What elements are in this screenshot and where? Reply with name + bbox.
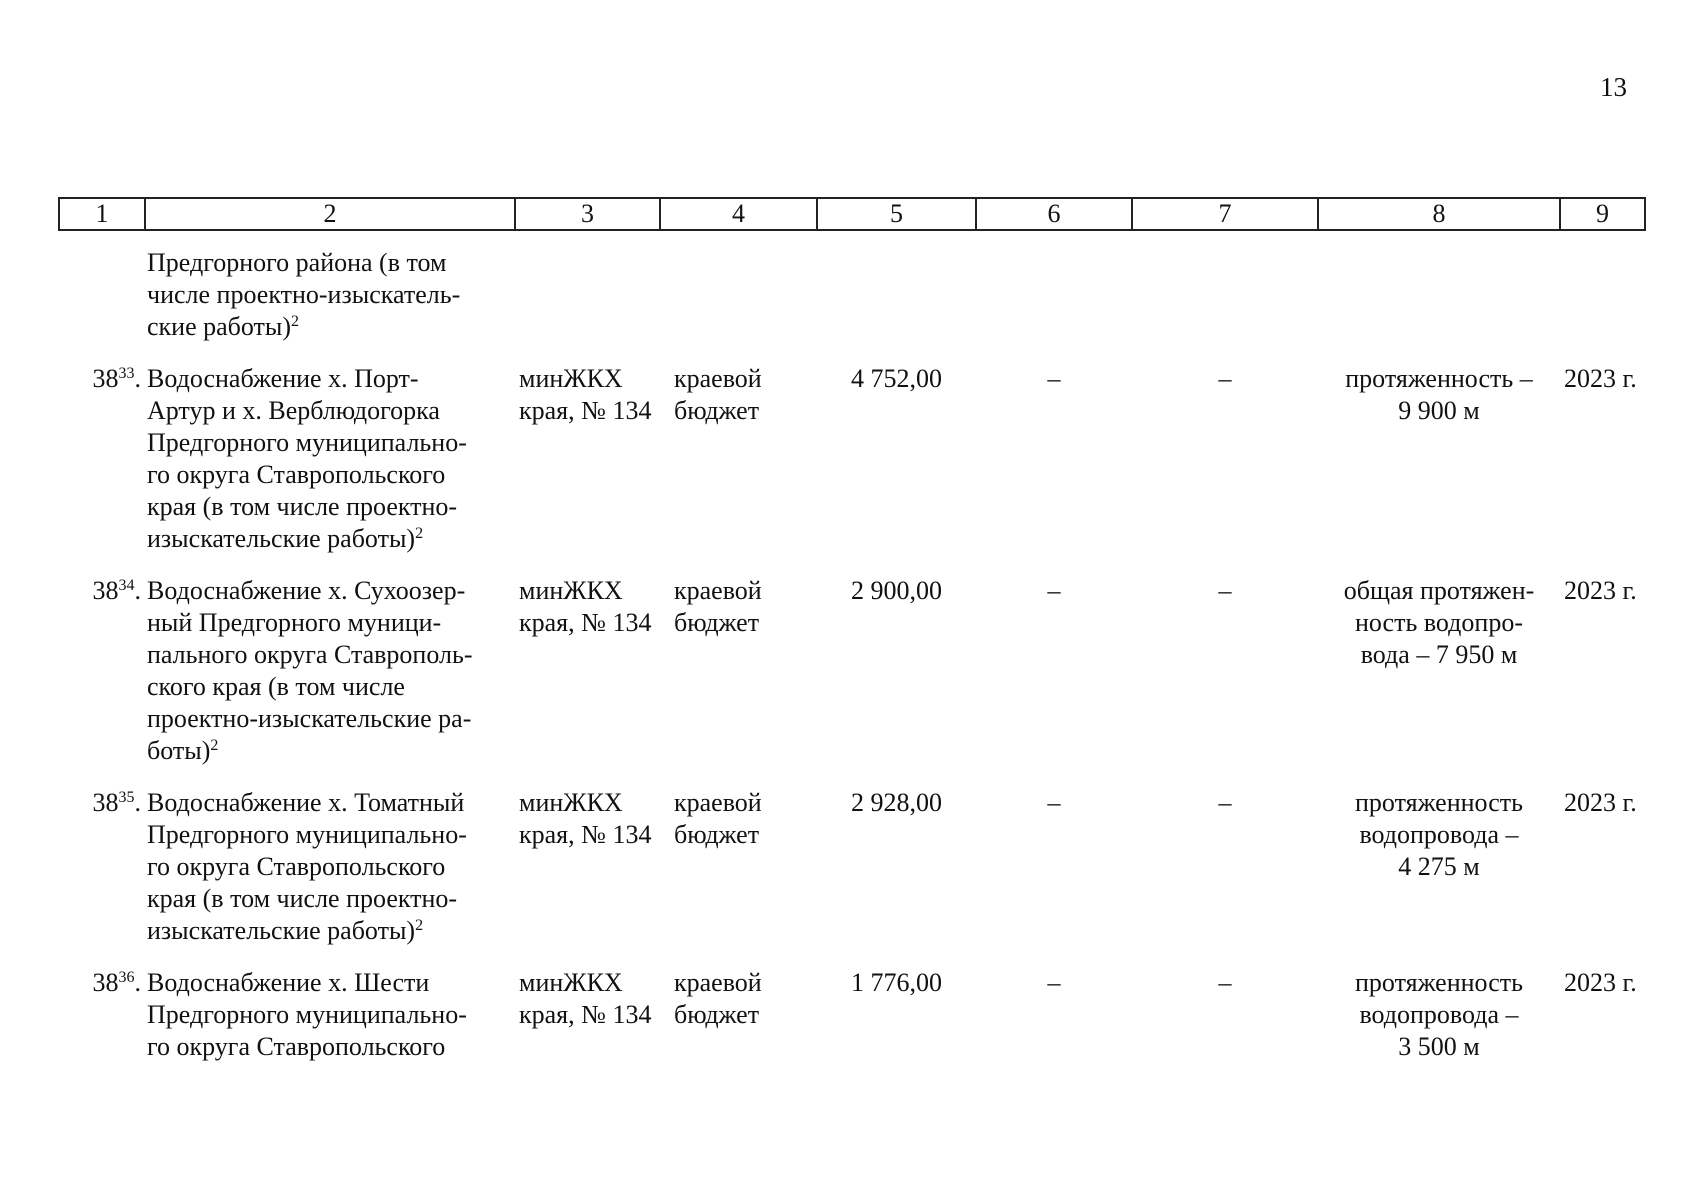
continuation-name-line: Предгорного района (в том (147, 248, 447, 277)
row-year: 2023 г. (1564, 576, 1637, 605)
row-col7: – (1218, 788, 1232, 817)
row-amount: 1 776,00 (851, 968, 942, 997)
footnote-marker: 2 (210, 737, 219, 754)
column-number-8: 8 (1318, 198, 1560, 230)
footnote-marker: 2 (415, 917, 424, 934)
column-number-5: 5 (817, 198, 976, 230)
column-number-6: 6 (976, 198, 1132, 230)
row-funding-source: краевой бюджет (674, 576, 762, 637)
row-col7: – (1218, 364, 1232, 393)
row-executor: минЖКХ края, № 134 (519, 576, 652, 637)
row-col6: – (1047, 788, 1061, 817)
row-number: $38^{34}$. (92, 576, 141, 605)
row-number: $38^{35}$. (92, 788, 141, 817)
row-number: $38^{33}$. (92, 364, 141, 393)
row-result: общая протяжен- ность водопро- вода – 7 950 м (1343, 576, 1535, 669)
row-year: 2023 г. (1564, 968, 1637, 997)
table-row (59, 967, 1645, 1063)
row-executor: минЖКХ края, № 134 (519, 788, 652, 849)
row-col6: – (1047, 364, 1061, 393)
row-amount: 2 928,00 (851, 788, 942, 817)
row-name: Водоснабжение х. Сухоозер- ный Предгорного муници- пального округа Ставрополь- ского края (в том числе проектно-изыскательские ра- боты)$^2$ (147, 576, 473, 765)
continuation-name-line: ские работы)$^2$ (147, 312, 300, 341)
row-year: 2023 г. (1564, 788, 1637, 817)
row-funding-source: краевой бюджет (674, 968, 762, 1029)
continuation-name-line: числе проектно-изыскатель- (147, 280, 461, 309)
column-number-2: 2 (145, 198, 515, 230)
table-row (59, 575, 1645, 767)
column-number-3: 3 (515, 198, 660, 230)
row-name: Водоснабжение х. Томатный Предгорного муниципально- го округа Ставропольского края (в том числе проектно- изыскательские работы)$^2$ (147, 788, 467, 945)
row-funding-source: краевой бюджет (674, 364, 762, 425)
row-col7: – (1218, 576, 1232, 605)
column-number-1: 1 (59, 198, 145, 230)
row-amount: 4 752,00 (851, 364, 942, 393)
footnote-marker: 2 (291, 313, 300, 330)
row-result: протяженность водопровода – 3 500 м (1355, 968, 1523, 1061)
row-funding-source: краевой бюджет (674, 788, 762, 849)
row-name: Водоснабжение х. Порт- Артур и х. Верблюдогорка Предгорного муниципально- го округа Ставропольского края (в том числе проектно- изыскательские работы)$^2$ (147, 364, 467, 553)
row-name: Водоснабжение х. Шести Предгорного муниципально- го округа Ставропольского (147, 968, 467, 1061)
column-number-header-row (59, 198, 1645, 230)
column-number-9: 9 (1560, 198, 1645, 230)
program-table (58, 197, 1646, 1063)
row-result: протяженность водопровода – 4 275 м (1355, 788, 1523, 881)
row-col6: – (1047, 576, 1061, 605)
page-number: 13 (1600, 72, 1627, 102)
continuation-row (59, 230, 1645, 343)
row-result: протяженность – 9 900 м (1345, 364, 1533, 425)
column-number-7: 7 (1132, 198, 1318, 230)
table-row (59, 787, 1645, 947)
table-row (59, 363, 1645, 555)
row-executor: минЖКХ края, № 134 (519, 968, 652, 1029)
row-col7: – (1218, 968, 1232, 997)
continuation-name-cell (145, 230, 515, 343)
footnote-marker: 2 (415, 525, 424, 542)
row-number: $38^{36}$. (92, 968, 141, 997)
row-amount: 2 900,00 (851, 576, 942, 605)
row-executor: минЖКХ края, № 134 (519, 364, 652, 425)
row-col6: – (1047, 968, 1061, 997)
continuation-num-cell (59, 230, 145, 343)
row-year: 2023 г. (1564, 364, 1637, 393)
column-number-4: 4 (660, 198, 817, 230)
